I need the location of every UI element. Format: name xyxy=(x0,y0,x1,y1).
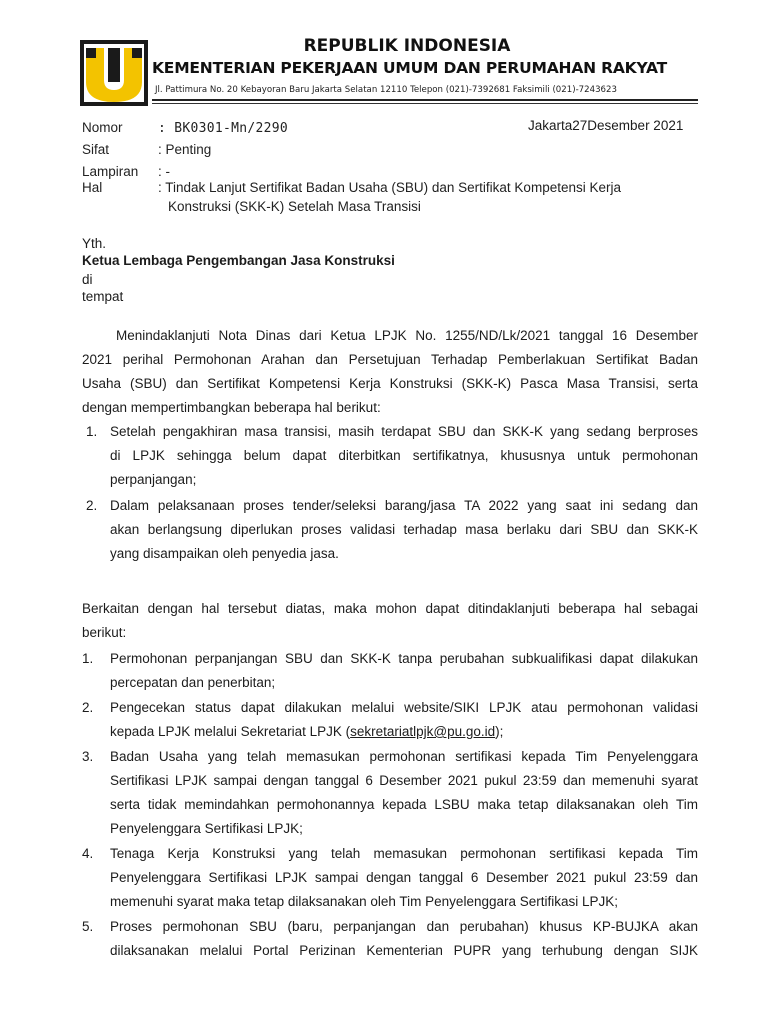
item-line: Badan Usaha yang telah memasukan permohonan sertifikasi kepada Tim Penyelenggara xyxy=(110,749,698,764)
item-line: Proses permohonan SBU (baru, perpanjangan dan perubahan) khusus KP-BUJKA akan xyxy=(110,919,698,934)
item-line: Penyelenggara Sertifikasi LPJK sampai dengan tanggal 6 Desember 2021 pukul 23:59 dan xyxy=(110,870,698,885)
item-line: akan berlangsung diperlukan proses validasi terhadap masa berlaku dari SBU dan SKK-K xyxy=(110,522,698,537)
para-line: Berkaitan dengan hal tersebut diatas, maka mohon dapat ditindaklanjuti beberapa hal sebagai xyxy=(82,601,698,616)
item-number: 1. xyxy=(86,424,98,439)
nomor-value: : BK0301-Mn/2290 xyxy=(158,121,289,136)
item-line: di LPJK sehingga belum dapat diterbitkan sertifikatnya, khususnya untuk permohonan xyxy=(110,448,698,463)
sifat-label: Sifat xyxy=(82,142,110,157)
recipient-yth: Yth. xyxy=(82,236,107,251)
letterhead-rule xyxy=(152,99,698,101)
item-line xyxy=(110,720,698,744)
letterhead-rule-thin xyxy=(152,103,698,104)
org-country: REPUBLIK INDONESIA xyxy=(303,36,511,56)
intro-paragraph xyxy=(82,324,698,420)
org-address: Jl. Pattimura No. 20 Kebayoran Baru Jakarta Selatan 12110 Telepon (021)-7392681 Faksimili (021)-7243623 xyxy=(155,85,617,95)
item-line: perpanjangan; xyxy=(110,472,197,487)
item-number: 2. xyxy=(86,498,98,513)
recipient-di: di xyxy=(82,272,93,287)
item-number: 4. xyxy=(82,846,94,861)
item-line: Dalam pelaksanaan proses tender/seleksi barang/jasa TA 2022 yang saat ini sedang dan xyxy=(110,498,698,513)
item-number: 2. xyxy=(82,700,94,715)
intro-line: dengan mempertimbangkan beberapa hal berikut: xyxy=(82,400,381,415)
item-line: dilaksanakan melalui Portal Perizinan Kementerian PUPR yang terhubung dengan SIJK xyxy=(110,943,698,958)
recipient-name: Ketua Lembaga Pengembangan Jasa Konstruksi xyxy=(82,253,395,268)
item-line: Pengecekan status dapat dilakukan melalui website/SIKI LPJK atau permohonan validasi xyxy=(110,700,698,715)
item-line-prefix: kepada LPJK melalui Sekretariat LPJK ( xyxy=(110,724,351,739)
item-line: Penyelenggara Sertifikasi LPJK; xyxy=(110,821,303,836)
org-ministry: KEMENTERIAN PEKERJAAN UMUM DAN PERUMAHAN RAKYAT xyxy=(152,59,667,77)
intro-line: Usaha (SBU) dan Sertifikat Kompetensi Kerja Konstruksi (SKK-K) Pasca Masa Transisi, serta xyxy=(82,376,698,391)
letter-date: Jakarta27Desember 2021 xyxy=(528,118,684,133)
intro-line: 2021 perihal Permohonan Arahan dan Persetujuan Terhadap Pemberlakuan Sertifikat Badan xyxy=(82,352,698,367)
item-line: Sertifikasi LPJK sampai dengan tanggal 6 Desember 2021 pukul 23:59 dan memenuhi syarat xyxy=(110,773,698,788)
item-line: Setelah pengakhiran masa transisi, masih terdapat SBU dan SKK-K yang sedang berproses xyxy=(110,424,698,439)
second-paragraph xyxy=(82,597,698,645)
item-line: serta tidak memindahkan permohonannya kepada LSBU maka tetap dilaksanakan oleh Tim xyxy=(110,797,698,812)
lampiran-value: : - xyxy=(158,164,170,179)
lampiran-label: Lampiran xyxy=(82,164,139,179)
nomor-label: Nomor xyxy=(82,120,123,135)
hal-value-2: Konstruksi (SKK-K) Setelah Masa Transisi xyxy=(168,199,421,214)
item-line: percepatan dan penerbitan; xyxy=(110,675,276,690)
recipient-tempat: tempat xyxy=(82,289,124,304)
hal-value-1: : Tindak Lanjut Sertifikat Badan Usaha (SBU) dan Sertifikat Kompetensi Kerja xyxy=(158,180,621,195)
item-number: 5. xyxy=(82,919,94,934)
email-link[interactable]: sekretariatlpjk@pu.go.id xyxy=(350,724,496,739)
hal-label: Hal xyxy=(82,180,103,195)
item-line: memenuhi syarat maka tetap dilaksanakan oleh Tim Penyelenggara Sertifikasi LPJK; xyxy=(110,894,619,909)
item-line: Tenaga Kerja Konstruksi yang telah memasukan permohonan sertifikasi kepada Tim xyxy=(110,846,698,861)
intro-line: Menindaklanjuti Nota Dinas dari Ketua LPJK No. 1255/ND/Lk/2021 tanggal 16 Desember xyxy=(116,328,698,343)
item-line: yang disampaikan oleh penyedia jasa. xyxy=(110,546,339,561)
para-line: berikut: xyxy=(82,625,127,640)
pupr-logo-icon xyxy=(80,40,148,106)
item-line: Permohonan perpanjangan SBU dan SKK-K tanpa perubahan subkualifikasi dapat dilakukan xyxy=(110,651,698,666)
item-line-suffix: ); xyxy=(495,724,504,739)
sifat-value: : Penting xyxy=(158,142,212,157)
item-number: 3. xyxy=(82,749,94,764)
item-number: 1. xyxy=(82,651,94,666)
